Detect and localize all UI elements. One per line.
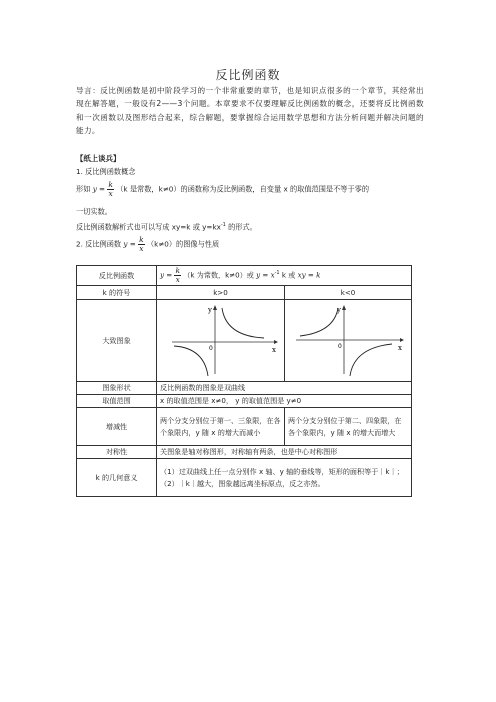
table-row [77, 286, 412, 300]
geometry-point-1: （1）过双曲线上任一点分别作 x 轴、y 轴的垂线等，矩形的面积等于｜k｜； [160, 466, 404, 476]
x-axis-arrow [274, 340, 278, 344]
origin-label: 0 [209, 344, 213, 352]
def-frac-num: k [108, 180, 113, 189]
r1-mid: （k 为常数，k≠0）或 [183, 270, 254, 280]
item1-other-forms [76, 222, 257, 232]
def-frac-den: x [108, 189, 113, 198]
item1-definition [76, 181, 369, 198]
y-axis-arrow [342, 305, 346, 310]
cell-monotonic-label: 增减性 [77, 408, 157, 446]
cell-function-label: 反比例函数 [77, 266, 157, 286]
hyperbola-graph-negative [288, 302, 408, 380]
def-fraction [107, 181, 114, 198]
r1-y-eq: y = [160, 270, 173, 280]
item2-frac-num: k [139, 235, 144, 244]
def-y-eq: y = [92, 184, 106, 194]
branch-fourth-quadrant [350, 344, 392, 376]
y-axis-arrow [213, 305, 217, 310]
r1-fraction [174, 267, 181, 284]
cell-range-value: x 的取值范围是 x≠0， y 的取值范围是 y≠0 [157, 395, 412, 408]
r1-form3: xy = k [297, 270, 321, 280]
table-row [77, 395, 412, 408]
item2-suffix: （k≠0）的图像与性质 [146, 239, 220, 249]
cell-graph-label: 大致图象 [77, 300, 157, 382]
table-row [77, 446, 412, 459]
branch-first-quadrant [222, 308, 264, 338]
table-row [77, 408, 412, 446]
cell-k-sign-label: k 的符号 [77, 286, 157, 300]
r1-form2: y = x [256, 270, 275, 280]
properties-table [76, 265, 412, 497]
y-label: y [208, 305, 212, 314]
table-row [77, 382, 412, 395]
branch-second-quadrant [300, 308, 338, 336]
r1-or: k 或 [281, 270, 296, 280]
item2-prefix: 2. 反比例函数 [76, 239, 122, 249]
item2-frac-den: x [139, 244, 144, 253]
cell-graph-negative [285, 300, 412, 382]
cell-shape-value: 反比例函数的图象是双曲线 [157, 382, 412, 395]
other-forms-sup: -1 [220, 222, 226, 228]
cell-range-label: 取值范围 [77, 395, 157, 408]
hyperbola-graph-positive [160, 302, 280, 380]
other-forms-a: 反比例函数解析式也可以写成 xy=k 或 y=kx [76, 222, 221, 232]
y-label: y [337, 305, 341, 314]
cell-monotonic-positive: 两个分支分别位于第一、三象限，在各个象限内，y 随 x 的增大而减小 [157, 408, 285, 446]
cell-function-forms [157, 266, 412, 286]
item2-heading [76, 236, 219, 253]
r1-frac-den: x [175, 275, 180, 284]
cell-k-positive: k>0 [157, 286, 285, 300]
def-prefix: 形如 [76, 184, 91, 194]
cell-symmetry-value: 关图象是轴对称图形，对称轴有两条，也是中心对称图形 [157, 446, 412, 459]
cell-symmetry-label: 对称性 [77, 446, 157, 459]
section-heading: 【纸上谈兵】 [76, 154, 121, 163]
r1-form2-sup: -1 [274, 270, 280, 277]
table-row [77, 459, 412, 497]
cell-k-negative: k<0 [285, 286, 412, 300]
origin-label: 0 [338, 342, 342, 350]
intro-paragraph: 导言：反比例函数是初中阶段学习的一个非常重要的章节，也是知识点很多的一个章节，其经常出现在解答题，一般设有2——3个问题。本章要求不仅要理解反比例函数的概念，还要将反比例函数和一次函数以及图形结合起来，综合解题，要掌握综合运用数学思想和方法分析问题并解决问题的能力。 [76, 86, 424, 136]
other-forms-b: 的形式。 [225, 222, 257, 232]
item1-definition-cont: 一切实数。 [76, 207, 112, 216]
cell-geometry-value [157, 459, 412, 497]
cell-graph-positive [157, 300, 285, 382]
cell-shape-label: 图象形状 [77, 382, 157, 395]
r1-frac-num: k [175, 266, 181, 275]
geometry-point-2: （2）｜k｜越大，图象越远离坐标原点，反之亦然。 [160, 478, 325, 488]
cell-monotonic-negative: 两个分支分别位于第二、四象限，在各个象限内，y 随 x 的增大而增大 [285, 408, 412, 446]
x-label: x [272, 345, 276, 354]
x-label: x [398, 343, 402, 352]
def-suffix: （k 是常数，k≠0）的函数称为反比例函数，自变量 x 的取值范围是不等于零的 [116, 184, 370, 194]
table-row [77, 266, 412, 286]
item2-y-eq: y = [123, 239, 136, 249]
item2-fraction [138, 236, 145, 253]
branch-third-quadrant [174, 346, 208, 376]
table-row [77, 300, 412, 382]
x-axis-arrow [400, 338, 404, 342]
page-title: 反比例函数 [215, 68, 281, 82]
item1-heading: 1. 反比例函数概念 [76, 167, 136, 176]
cell-geometry-label: k 的几何意义 [77, 459, 157, 497]
